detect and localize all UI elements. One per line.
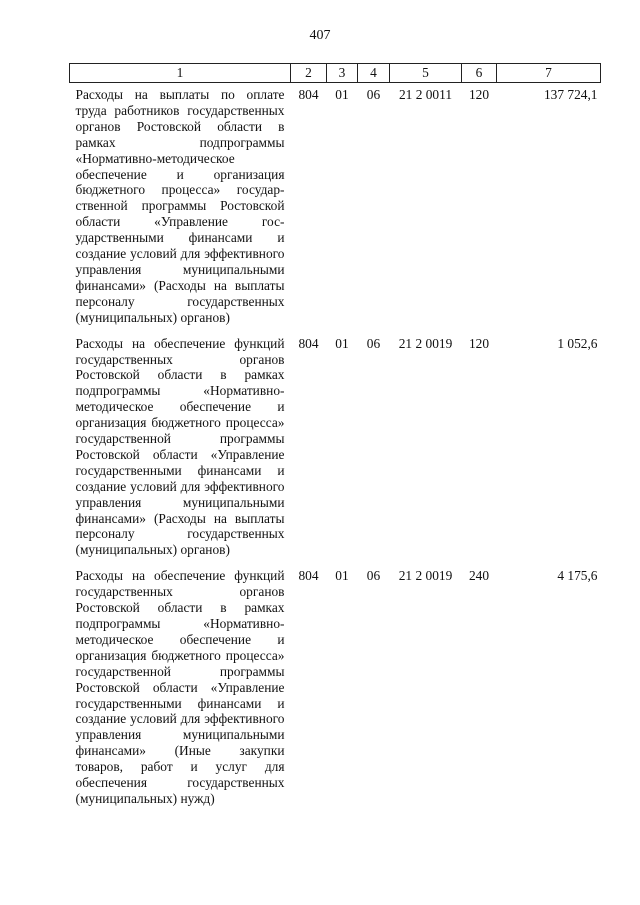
row-ministry: 804 xyxy=(298,87,319,102)
row-section: 01 xyxy=(335,335,349,351)
header-col-3: 3 xyxy=(327,64,358,83)
table-row xyxy=(70,332,601,565)
row-subsection: 06 xyxy=(366,87,381,102)
header-col-4: 4 xyxy=(358,64,390,83)
row-amount: 1 052,6 xyxy=(557,335,598,351)
header-row xyxy=(70,64,601,83)
row-target-article: 21 2 0011 xyxy=(398,87,453,102)
row-expense-type: 120 xyxy=(468,335,490,351)
header-col-5: 5 xyxy=(390,64,462,83)
header-col-1: 1 xyxy=(70,64,291,83)
row-description: Расходы на обеспечение функций государственных органов Ростовской области в рамках подпрограммы «Нормативно-методическое обеспечение и организация бюджетного процесса» государственной программы Ростовской области «Управление государственными финансами и создание условий для эффективного управления муниципальными финансами» (Расходы на выплаты персоналу государственных (муниципальных) органов) xyxy=(75,335,285,558)
header-col-6: 6 xyxy=(462,64,497,83)
row-description: Расходы на выплаты по оплате труда работников государственных органов Ростовской области в рамках подпрограммы «Нормативно-методическое обеспечение и организация бюджетного процесса» государственной программы Ростовской области «Управление государственными финансами и создание условий для эффективного управления муниципальными финансами» (Расходы на выплаты персоналу государственных (муниципальных) органов) xyxy=(75,87,285,325)
row-amount: 137 724,1 xyxy=(543,87,598,102)
header-col-2: 2 xyxy=(291,64,327,83)
row-expense-type: 240 xyxy=(468,568,490,584)
budget-table xyxy=(69,63,601,813)
table-row xyxy=(70,564,601,813)
row-section: 01 xyxy=(335,87,349,102)
row-ministry: 804 xyxy=(298,335,319,351)
row-ministry: 804 xyxy=(298,568,319,584)
row-target-article: 21 2 0019 xyxy=(398,568,453,584)
row-expense-type: 120 xyxy=(468,87,490,102)
row-description: Расходы на обеспечение функций государственных органов Ростовской области в рамках подпрограммы «Нормативно-методическое обеспечение и организация бюджетного процесса» государственной программы Ростовской области «Управление государственными финансами и создание условий для эффективного управления муниципальными финансами» (Иные закупки товаров, работ и услуг для обеспечения государственных (муниципальных) нужд) xyxy=(75,568,285,806)
row-amount: 4 175,6 xyxy=(557,568,598,584)
page-number: 407 xyxy=(309,28,331,43)
row-subsection: 06 xyxy=(366,568,381,584)
row-target-article: 21 2 0019 xyxy=(398,335,453,351)
row-subsection: 06 xyxy=(366,335,381,351)
table-row xyxy=(70,83,601,332)
header-col-7: 7 xyxy=(497,64,601,83)
row-section: 01 xyxy=(335,568,349,584)
